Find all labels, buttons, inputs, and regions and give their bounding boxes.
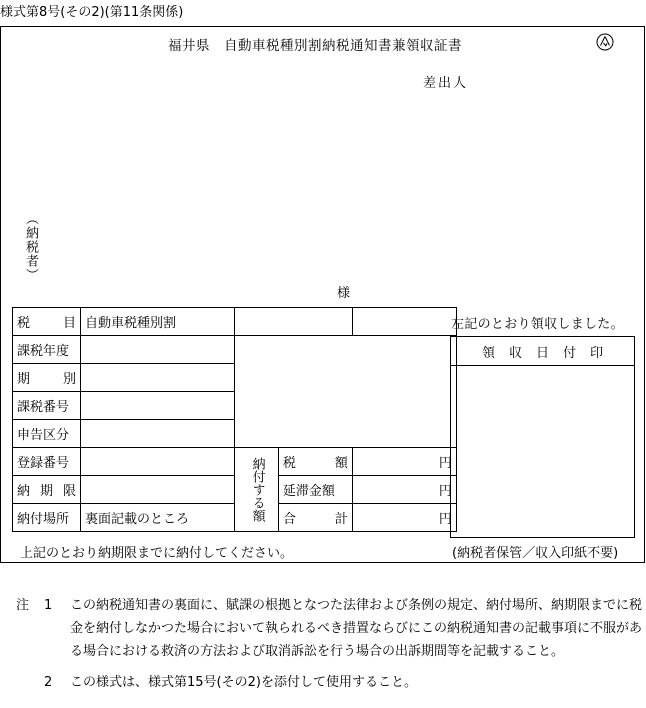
sender-label: 差出人 <box>423 76 469 91</box>
table-row <box>13 336 457 364</box>
tax-amount-yen: 円 <box>352 448 456 476</box>
receipt-stamp-box <box>450 336 635 538</box>
note-item <box>16 594 642 663</box>
notes-section <box>16 594 642 694</box>
note-text: この様式は、様式第15号(その2)を添付して使用すること。 <box>70 675 417 690</box>
period-value <box>81 364 235 392</box>
registration-number-value <box>81 448 235 476</box>
tax-number-label: 課税番号 <box>13 392 81 420</box>
registration-number-label: 登録番号 <box>13 448 81 476</box>
report-class-value <box>81 420 235 448</box>
keeper-note: (納税者保管／収入印紙不要) <box>452 546 619 561</box>
table-row <box>13 308 457 336</box>
honorific-label: 様 <box>337 286 351 301</box>
table-row <box>13 476 457 504</box>
late-fee-yen: 円 <box>352 476 456 504</box>
form-number-title: 様式第8号(その2)(第11条関係) <box>0 5 184 20</box>
report-class-label: 申告区分 <box>13 420 81 448</box>
period-label: 期 別 <box>13 364 81 392</box>
receipt-stamp-label: 領収日付印 <box>451 337 634 366</box>
total-label: 合 計 <box>278 504 352 532</box>
amount-group-label: 納付する額 <box>235 448 279 532</box>
late-fee-label: 延滞金額 <box>278 476 352 504</box>
due-date-label: 納期限 <box>13 476 81 504</box>
payment-place-value: 裏面記載のところ <box>81 504 235 532</box>
note-text: この納税通知書の裏面に、賦課の根拠となつた法律および条例の規定、納付場所、納期限までに税金を納付しなかつた場合において執られるべき措置ならびにこの納税通知書の記載事項に不服がある場合における救済の方法および取消訴訟を行う場合の出訴期間等を記載すること。 <box>70 598 643 659</box>
tax-item-label: 税 目 <box>13 308 81 336</box>
tax-amount-label: 税 額 <box>278 448 352 476</box>
payment-instruction: 上記のとおり納期限までに納付してください。 <box>20 546 294 561</box>
tax-year-value <box>81 336 235 364</box>
payment-place-label: 納付場所 <box>13 504 81 532</box>
total-yen: 円 <box>352 504 456 532</box>
table-row <box>13 448 457 476</box>
blank-cell <box>235 308 353 336</box>
tax-details-table <box>12 307 457 532</box>
receipt-message: 左記のとおり領収しました。 <box>451 317 624 332</box>
tax-year-label: 課税年度 <box>13 336 81 364</box>
note-number: 2 <box>44 675 53 690</box>
circled-cooperative-icon <box>596 33 614 51</box>
document-title: 福井県 自動車税種別割納税通知書兼領収証書 <box>168 38 462 54</box>
notes-mark: 注 <box>16 598 30 613</box>
tax-number-value <box>81 392 235 420</box>
note-item <box>16 671 642 694</box>
note-number: 1 <box>44 598 53 613</box>
blank-cell <box>352 308 456 336</box>
tax-item-value: 自動車税種別割 <box>81 308 235 336</box>
taxpayer-label: （納税者） <box>23 212 38 282</box>
due-date-value <box>81 476 235 504</box>
blank-area <box>235 336 457 448</box>
table-row <box>13 504 457 532</box>
